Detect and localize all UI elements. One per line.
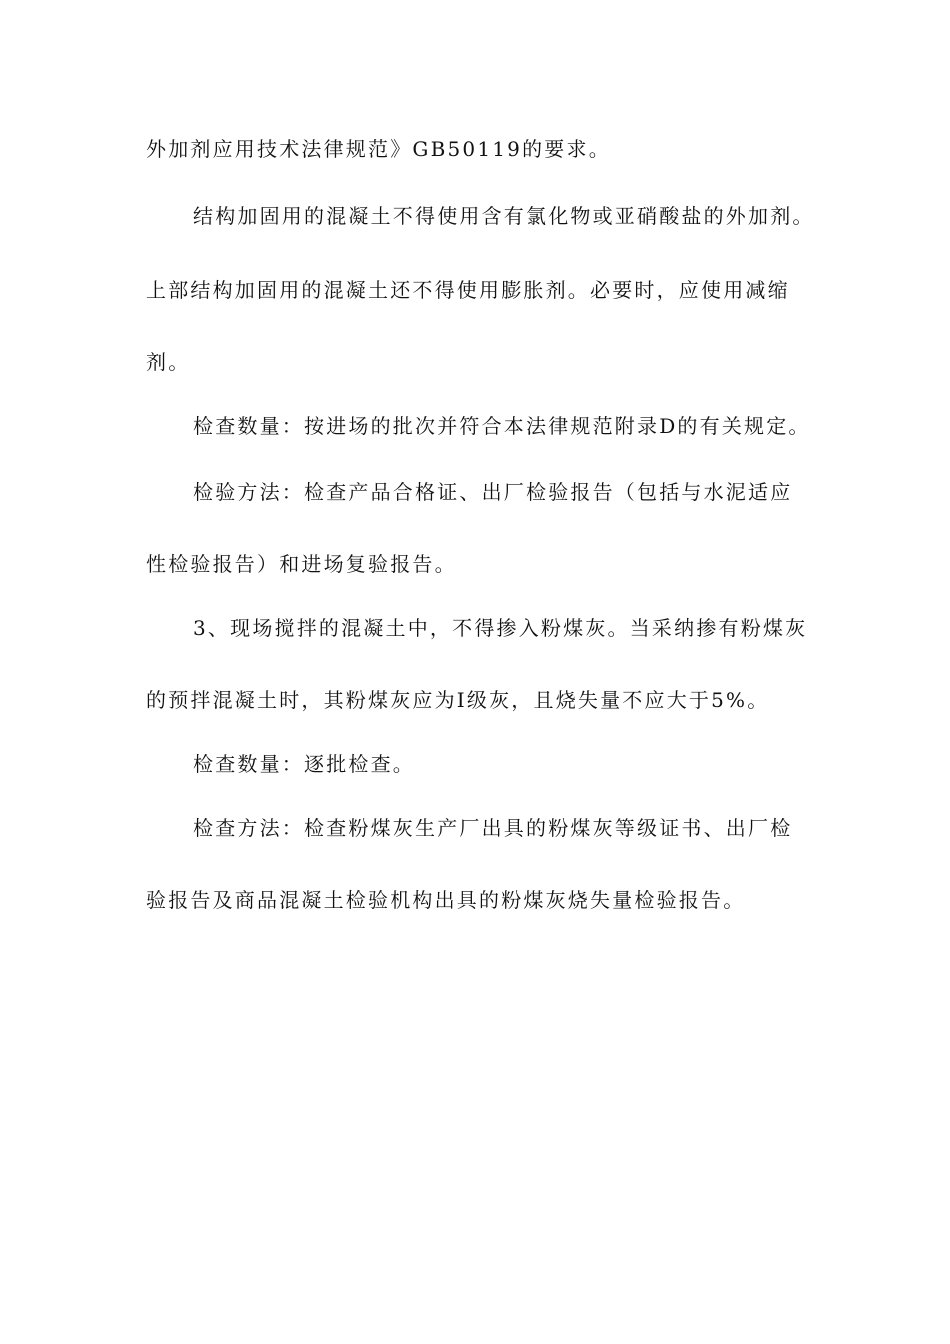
text-line: 上部结构加固用的混凝土还不得使用膨胀剂。必要时，应使用减缩 [146,278,790,302]
text-line: 检查数量：逐批检查。 [193,752,415,776]
text-line: 检查数量：按进场的批次并符合本法律规范附录D的有关规定。 [193,414,811,438]
text-line: 验报告及商品混凝土检验机构出具的粉煤灰烧失量检验报告。 [146,888,746,912]
text-line: 结构加固用的混凝土不得使用含有氯化物或亚硝酸盐的外加剂。 [193,204,815,228]
text-line: 检验方法：检查产品合格证、出厂检验报告（包括与水泥适应 [193,480,793,504]
text-line: 性检验报告）和进场复验报告。 [146,552,457,576]
text-line: 3、现场搅拌的混凝土中，不得掺入粉煤灰。当采纳掺有粉煤灰 [193,616,808,640]
text-line: 的预拌混凝土时，其粉煤灰应为I级灰，且烧失量不应大于5%。 [146,688,770,712]
text-line: 检查方法：检查粉煤灰生产厂出具的粉煤灰等级证书、出厂检 [193,816,793,840]
text-line: 剂。 [146,350,191,374]
text-line: 外加剂应用技术法律规范》GB50119的要求。 [146,137,611,161]
